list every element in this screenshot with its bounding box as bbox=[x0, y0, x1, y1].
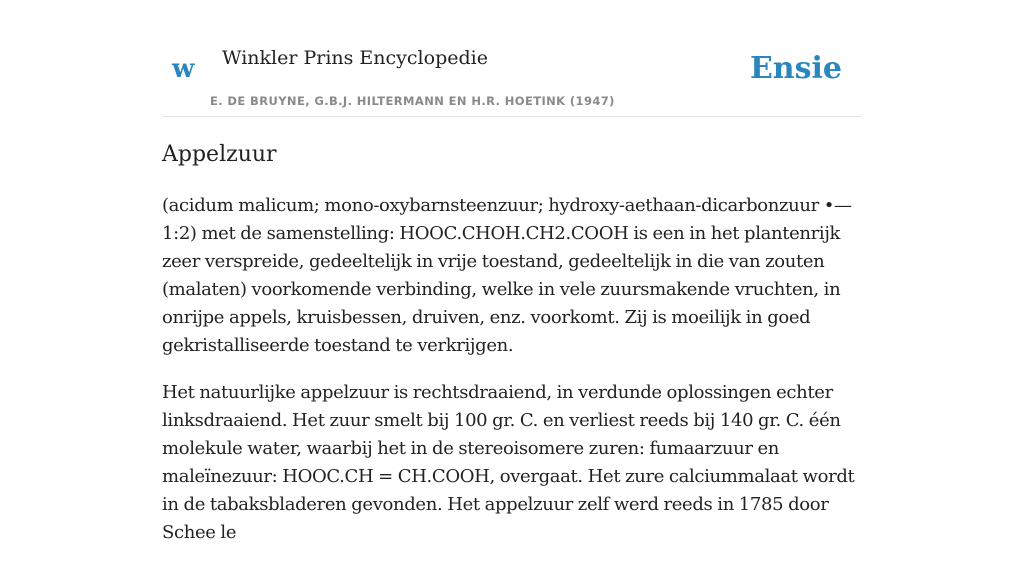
entry-title: Appelzuur bbox=[162, 142, 277, 167]
page bbox=[162, 0, 862, 543]
ensie-brand-logo[interactable]: Ensie bbox=[749, 51, 842, 86]
book-authors: E. DE BRUYNE, G.B.J. HILTERMANN EN H.R. HOETINK (1947) bbox=[210, 94, 615, 108]
entry-paragraph: Het natuurlijke appelzuur is rechtsdraaiend, in verdunde oplossingen echter linksdraaiend. Het zuur smelt bij 100 gr. C. en verliest reeds bij 140 gr. C. één molekule water, waarbij het in de stereoisomere zuren: fumaarzuur en maleïnezuur: HOOC.CH = CH.COOH, overgaat. Het zure calciummalaat wordt in de tabaksbladeren gevonden. Het appelzuur zelf werd reeds in 1785 door Schee le bbox=[162, 382, 855, 543]
entry-body bbox=[162, 192, 862, 566]
book-header bbox=[162, 0, 862, 117]
book-title[interactable]: Winkler Prins Encyclopedie bbox=[222, 47, 488, 69]
entry-paragraph: (acidum malicum; mono-oxybarnsteenzuur; hydroxy-aethaan-dicarbonzuur •— 1:2) met de samenstelling: HOOC.CHOH.CH2.COOH is een in het plantenrijk zeer verspreide, gedeeltelijk in vrije toestand, gedeeltelijk in die van zouten (malaten) voorkomende verbinding, welke in vele zuursmakende vruchten, in onrijpe appels, kruisbessen, druiven, enz. voorkomt. Zij is moeilijk in goed gekristalliseerde toestand te verkrijgen. bbox=[162, 195, 852, 356]
book-logo[interactable]: w bbox=[172, 54, 195, 84]
